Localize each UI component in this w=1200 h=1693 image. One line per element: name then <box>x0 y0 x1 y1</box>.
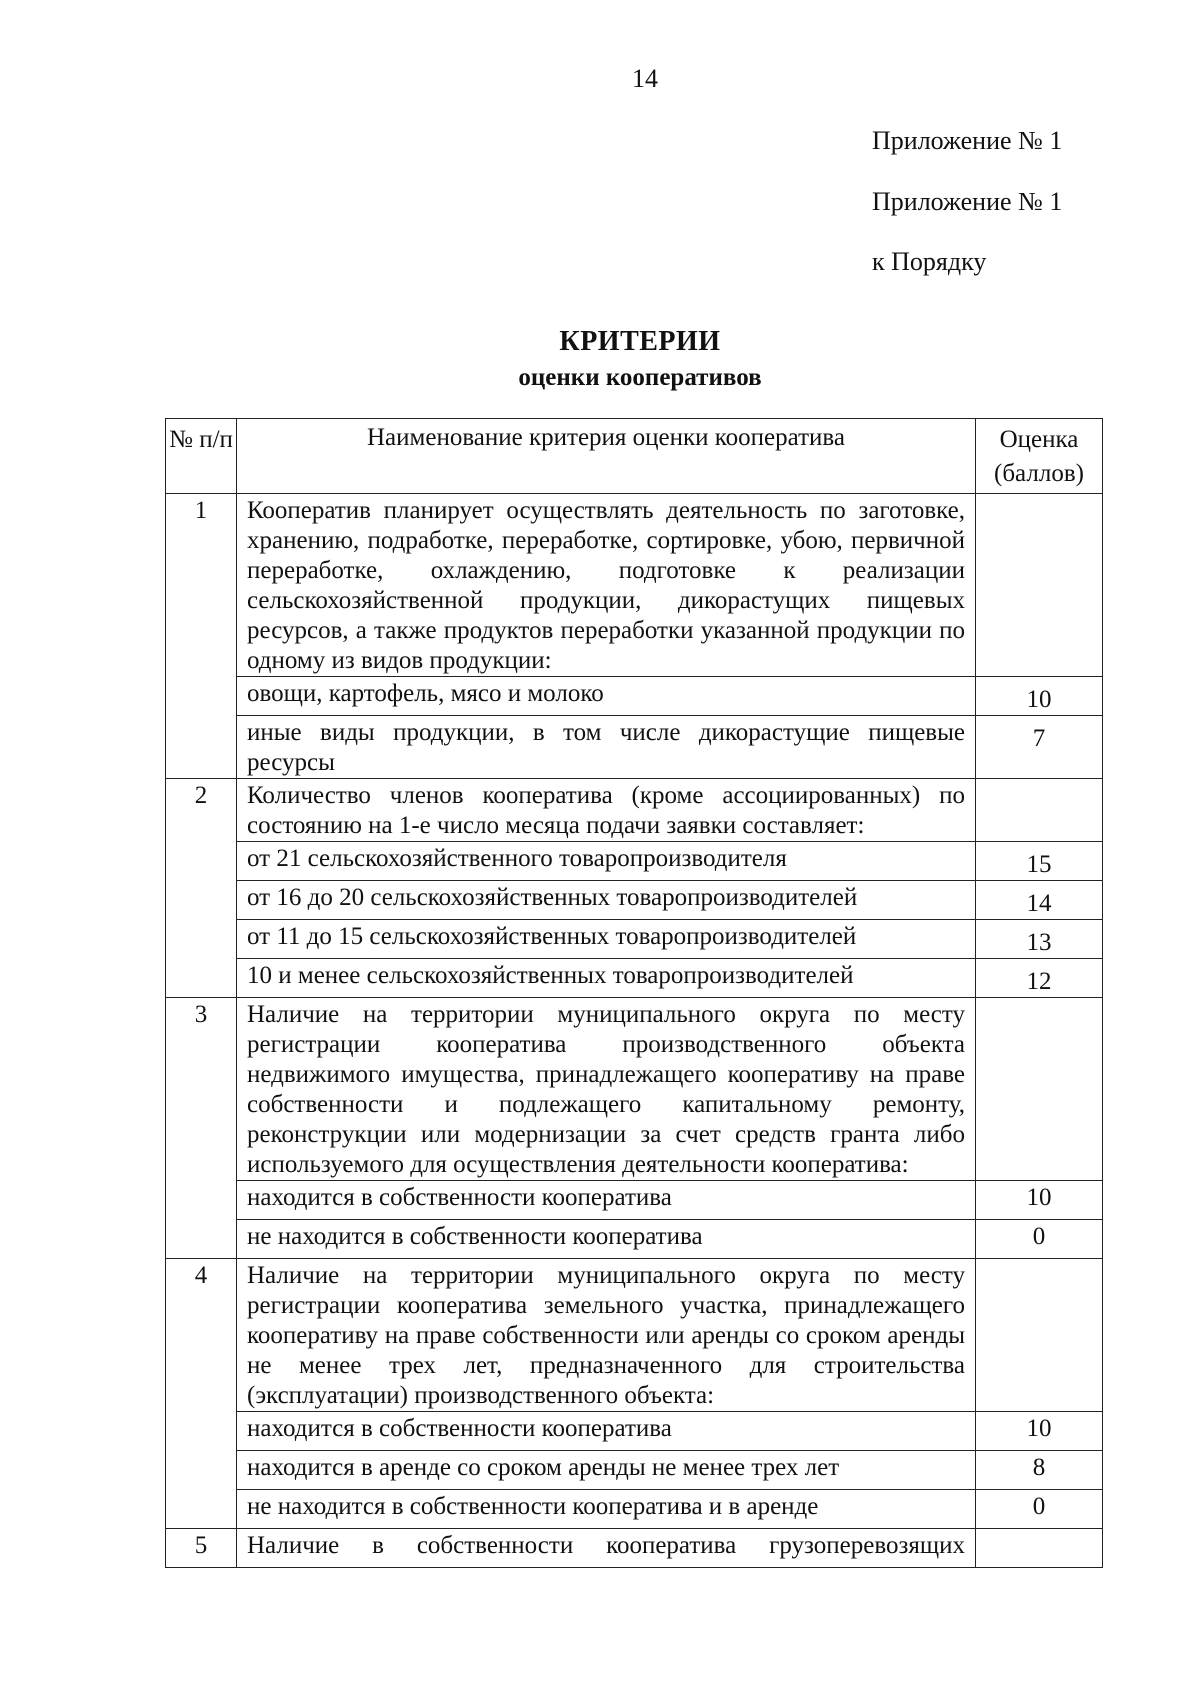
option-score: 14 <box>976 881 1103 920</box>
option-score: 10 <box>976 1181 1103 1220</box>
criterion-score-empty <box>976 1529 1103 1568</box>
table-row <box>166 677 1103 716</box>
criterion-number: 2 <box>166 779 237 998</box>
header-num: № п/п <box>166 419 237 494</box>
table-header-row <box>166 419 1103 494</box>
criterion-score-empty <box>976 998 1103 1181</box>
table-row <box>166 1451 1103 1490</box>
table-row <box>166 881 1103 920</box>
option-score: 7 <box>976 716 1103 779</box>
option-text: находится в собственности кооператива <box>237 1412 976 1451</box>
criteria-table <box>165 418 1103 1568</box>
criterion-score-empty <box>976 779 1103 842</box>
table-row <box>166 959 1103 998</box>
criterion-score-empty <box>976 1259 1103 1412</box>
criterion-number: 5 <box>166 1529 237 1568</box>
option-score: 15 <box>976 842 1103 881</box>
option-text: 10 и менее сельскохозяйственных товаропроизводителей <box>237 959 976 998</box>
option-text: иные виды продукции, в том числе дикорастущие пищевые ресурсы <box>237 716 976 779</box>
table-row <box>166 716 1103 779</box>
table-row <box>166 1490 1103 1529</box>
option-text: находится в аренде со сроком аренды не менее трех лет <box>237 1451 976 1490</box>
option-text: не находится в собственности кооператива и в аренде <box>237 1490 976 1529</box>
option-score: 0 <box>976 1490 1103 1529</box>
option-text: не находится в собственности кооператива <box>237 1220 976 1259</box>
appendix-line-1: Приложение № 1 <box>872 126 1063 155</box>
appendix-line-3: к Порядку <box>872 247 987 276</box>
appendix-line-2: Приложение № 1 <box>872 187 1063 216</box>
header-name: Наименование критерия оценки кооператива <box>237 419 976 494</box>
option-score: 10 <box>976 677 1103 716</box>
criterion-number: 4 <box>166 1259 237 1529</box>
option-score: 12 <box>976 959 1103 998</box>
option-text: овощи, картофель, мясо и молоко <box>237 677 976 716</box>
table-row <box>166 494 1103 677</box>
option-text: находится в собственности кооператива <box>237 1181 976 1220</box>
criterion-number: 3 <box>166 998 237 1259</box>
page-number: 14 <box>632 64 658 93</box>
criterion-text: Наличие на территории муниципального округа по месту регистрации кооператива производственного объекта недвижимого имущества, принадлежащего кооперативу на праве собственности и подлежащего капитальному ремонту, реконструкции или модернизации за счет средств гранта либо используемого для осуществления деятельности кооператива: <box>237 998 976 1181</box>
document-subtitle: оценки кооперативов <box>518 364 762 391</box>
option-text: от 21 сельскохозяйственного товаропроизводителя <box>237 842 976 881</box>
table-row <box>166 1259 1103 1412</box>
document-title: КРИТЕРИИ <box>559 326 721 357</box>
criterion-score-empty <box>976 494 1103 677</box>
header-score: Оценка (баллов) <box>976 419 1103 494</box>
criterion-text: Наличие в собственности кооператива грузоперевозящих <box>237 1529 976 1568</box>
table-row <box>166 998 1103 1181</box>
option-text: от 16 до 20 сельскохозяйственных товаропроизводителей <box>237 881 976 920</box>
table-row <box>166 842 1103 881</box>
option-score: 0 <box>976 1220 1103 1259</box>
table-row <box>166 1412 1103 1451</box>
option-text: от 11 до 15 сельскохозяйственных товаропроизводителей <box>237 920 976 959</box>
table-row <box>166 1181 1103 1220</box>
table-row <box>166 779 1103 842</box>
option-score: 13 <box>976 920 1103 959</box>
criterion-text: Количество членов кооператива (кроме ассоциированных) по состоянию на 1-е число месяца подачи заявки составляет: <box>237 779 976 842</box>
criterion-text: Кооператив планирует осуществлять деятельность по заготовке, хранению, подработке, переработке, сортировке, убою, первичной переработке, охлаждению, подготовке к реализации сельскохозяйственной продукции, дикорастущих пищевых ресурсов, а также продуктов переработки указанной продукции по одному из видов продукции: <box>237 494 976 677</box>
table-row <box>166 1220 1103 1259</box>
table-row <box>166 920 1103 959</box>
option-score: 10 <box>976 1412 1103 1451</box>
criterion-text: Наличие на территории муниципального округа по месту регистрации кооператива земельного участка, принадлежащего кооперативу на праве собственности или аренды со сроком аренды не менее трех лет, предназначенного для строительства (эксплуатации) производственного объекта: <box>237 1259 976 1412</box>
table-row <box>166 1529 1103 1568</box>
option-score: 8 <box>976 1451 1103 1490</box>
criterion-number: 1 <box>166 494 237 779</box>
